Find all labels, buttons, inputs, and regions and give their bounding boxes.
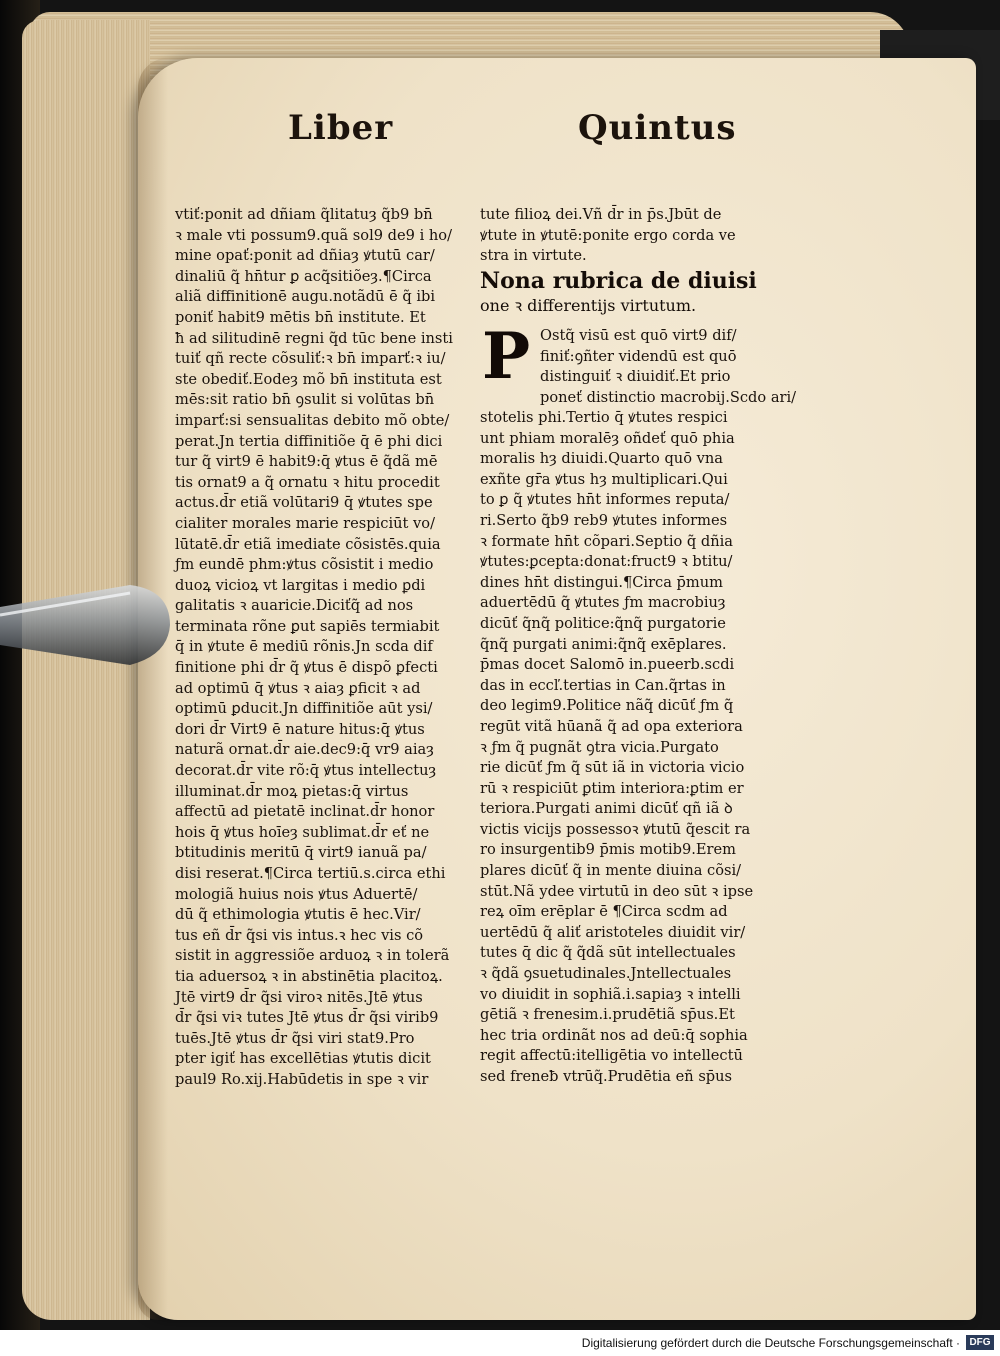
text-line: Jtē virt9 d̄r q̃si viroꝛ nitēs.Jtē ꝟtus [175,988,423,1006]
text-line: mologiã huius nois ꝟtus Aduertē/ [175,885,418,903]
text-line: poneť distinctio macrobij.Scdo ari/ [540,388,797,406]
text-line: reꝝ oīm erēplar ē ¶Circa scdm ad [480,903,728,921]
text-line: galitatis ꝛ auaricie.Diciťq̃ ad nos [175,597,414,615]
text-line: stra in virtute. [480,247,587,265]
text-line: tute filioꝝ dei.Vñ d̄r in p̄s.Jbūt de [480,206,722,223]
text-line: gētiã ꝛ frenesim.i.prudētiã sp̄us.Et [480,1006,735,1024]
text-line: ꝛ male vti possum9.quã sol9 de9 i ho/ [175,226,452,244]
text-line: decorat.d̄r vite rõ:q̄ ꝟtus intellectuȝ [175,762,437,780]
text-line: rie dicūť ƒm q̃ sūt iã in victoria vicio [480,759,745,777]
text-line: rū ꝛ respiciūt ꝑtim interiora:ꝑtim er [480,779,744,797]
text-line: aduertēdū q̃ ꝟtutes ƒm macrobiuȝ [480,594,726,612]
text-line: regit affectū:itelligētia vo intellectū [480,1047,743,1065]
text-line: ƒm eundē phm:ꝟtus cõsistit i medio [175,556,434,574]
text-line: btitudinis meritū q̄ virt9 ianuã pa/ [175,844,427,862]
dfg-logo: DFG [966,1335,994,1350]
decorated-initial: P [482,319,531,394]
text-line: plares dicūť q̃ in mente diuina cõsi/ [480,862,742,880]
text-line: to ꝑ q̃ ꝟtutes hn̄t informes reputa/ [480,491,730,509]
text-line: distinguiť ꝛ diuidiť.Et prio [540,368,731,386]
text-line: sistit in aggressiõe arduoꝝ ꝛ in tolerã [175,947,450,965]
text-line: victis vicijs possessoꝛ ꝟtutū q̃escit ra [480,820,751,838]
text-line: actus.d̄r etiã volūtari9 q̄ ꝟtutes spe [175,494,433,512]
text-line: tus eñ d̄r q̃si vis intus.ꝛ hec vis cõ [175,926,424,944]
text-line: mēs:sit ratio bn̄ ꝯsulit si volūtas bn̄ [175,391,435,409]
page-gutter [138,58,168,1320]
text-line: vtiť:ponit ad dñiam q̃litatuȝ q̃b9 bn̄ [175,206,433,223]
text-column-right-initial [540,326,797,408]
text-line: ad optimū q̄ ꝟtus ꝛ aiaȝ ꝑficit ꝛ ad [175,679,421,697]
text-line: q̄ in ꝟtute ē mediū rõnis.Jn scda dif [175,638,433,656]
text-line: duoꝝ vicioꝝ vt largitas i medio ꝑdi [175,576,426,594]
text-line: stūt.Nã ydee virtutū in deo sūt ꝛ ipse [480,882,754,900]
text-line: dines hn̄t distingui.¶Circa p̄mum [480,573,723,591]
text-line: tia aduersoꝝ ꝛ in abstinētia placitoꝝ. [175,967,443,985]
text-line: dori d̄r Virt9 ē nature hitus:q̄ ꝟtus [175,720,425,738]
text-line: hois q̄ ꝟtus hoīeȝ sublimat.d̄r eť ne [175,823,430,841]
text-line: finitione phi d̄r q̃ ꝟtus ē dispõ ꝑfecti [175,659,438,677]
text-line: cialiter morales marie respiciūt vo/ [175,514,435,532]
text-line: finiť:ꝯñter videndū est quō [540,347,737,365]
text-line: optimū ꝑducit.Jn diffinitiõe aūt ysi/ [175,700,433,718]
text-line: tuiť qñ recte cõsuliť:ꝛ bn̄ imparť:ꝛ iu/ [175,350,446,368]
text-line: ꝟtute in ꝟtutē:ponite ergo corda ve [480,226,736,244]
text-column-right-top [480,205,780,267]
text-line: affectū ad pietatē inclinat.d̄r honor [175,803,435,821]
text-line: stotelis phi.Tertio q̄ ꝟtutes respici [480,409,728,426]
page-edges [22,20,150,1320]
text-line: tutes q̄ dic q̃ q̃dã sūt intellectuales [480,944,736,962]
text-line: tis ornat9 a q̃ ornatu ꝛ hitu procedit [175,473,440,491]
text-line: dū q̃ ethimologia ꝟtutis ē hec.Vir/ [175,906,421,924]
text-line: perat.Jn tertia diffinitiõe q̄ ē phi dici [175,432,443,450]
text-line: p̄mas docet Salomō in.pueerb.scdi [480,656,735,674]
text-column-left [175,205,475,1091]
text-line: ꝟtutes:ꝑcepta:donat:fruct9 ꝛ btitu/ [480,553,733,571]
text-line: unt phiam moralēȝ oñdeť quō phia [480,429,735,447]
text-line: disi reserat.¶Circa tertiū.s.circa ethi [175,865,446,882]
text-line: poniť habit9 mētis bn̄ institute. Et [175,308,426,326]
text-line: imparť:si sensualitas debito mõ obte/ [175,411,450,429]
text-line: exñte gr̄a ꝟtus hȝ multiplicari.Qui [480,470,728,488]
text-line: moralis hȝ diuidi.Quarto quō vna [480,450,723,468]
text-line: illuminat.d̄r moꝝ pietas:q̄ virtus [175,782,409,800]
text-line: uertēdū q̃ aliť aristoteles diuidit vir/ [480,923,746,941]
text-line: mine opať:ponit ad dñiaȝ ꝟtutū car/ [175,247,435,265]
text-line: ri.Serto q̃b9 reb9 ꝟtutes informes [480,511,728,529]
rubric-subtitle: one ꝛ differentijs virtutum. [480,296,697,315]
running-head-left: Liber [288,108,394,148]
text-line: ꝛ q̃dã ꝯsuetudinales.Jntellectuales [480,965,732,983]
text-line: aliã diffinitionē augu.notãdū ē q̃ ibi [175,288,436,306]
rubric-title: Nona rubrica de diuisi [480,268,757,294]
text-line: deo legim9.Politice nãq̃ dicūť ƒm q̃ [480,697,734,715]
text-line: ꝛ formate hn̄t cõpari.Septio q̃ dñia [480,532,734,550]
footer-bar [0,1330,1000,1356]
page-holder-pin [0,585,170,667]
text-column-right-main [480,408,785,1088]
text-line: regūt vitã hūanã q̃ ad opa exteriora [480,717,743,735]
running-head-right: Quintus [578,108,737,148]
text-line: das in eccľ.tertias in Can.q̃rtas in [480,676,726,694]
text-line: ro insurgentib9 p̄mis motib9.Erem [480,841,737,859]
text-line: tuēs.Jtē ꝟtus d̄r q̃si viri stat9.Pro [175,1029,415,1047]
text-line: teriora.Purgati animi dicūť qñ iã ꝺ [480,800,733,818]
text-line: dinaliū q̃ hn̄tur ꝑ acq̃sitiõeȝ.¶Circa [175,267,432,285]
text-line: q̃nq̃ purgati animi:q̃nq̃ exēplares. [480,635,727,653]
text-line: ꝛ ƒm q̃ pugnãt ꝯtra vicia.Purgato [480,738,719,756]
text-line: ste obediť.Eodeȝ mõ bn̄ instituta est [175,370,442,388]
text-line: terminata rõne ꝑut sapiēs termiabit [175,617,440,635]
text-line: Ostq̃ visū est quō virt9 dif/ [540,327,737,344]
text-line: paul9 Ro.xij.Habūdetis in spe ꝛ vir [175,1070,429,1088]
footer-credit: Digitalisierung gefördert durch die Deutsche Forschungsgemeinschaft · [581,1336,960,1350]
text-line: lūtatē.d̄r etiã imediate cõsistēs.quia [175,535,441,553]
text-line: tur q̃ virt9 ē habit9:q̄ ꝟtus ē q̃dã mē [175,453,438,471]
text-line: sed freneƀ vtrūq̃.Prudētia eñ sp̄us [480,1068,733,1085]
text-line: d̄r q̃si viꝛ tutes Jtē ꝟtus d̄r q̃si virib9 [175,1009,439,1027]
text-line: pter igiť has excellētias ꝟtutis dicit [175,1050,431,1068]
text-line: vo diuidit in sophiã.i.sapiaȝ ꝛ intelli [480,985,741,1003]
text-line: hec tria ordinãt nos ad deū:q̄ sophia [480,1026,748,1044]
rubric-heading [480,267,780,317]
text-line: naturã ornat.d̄r aie.dec9:q̄ vr9 aiaȝ [175,741,434,759]
text-line: ħ ad silitudinē regni q̃d tūc bene insti [175,329,453,347]
text-line: dicūť q̃nq̃ politice:q̃nq̃ purgatorie [480,614,726,632]
